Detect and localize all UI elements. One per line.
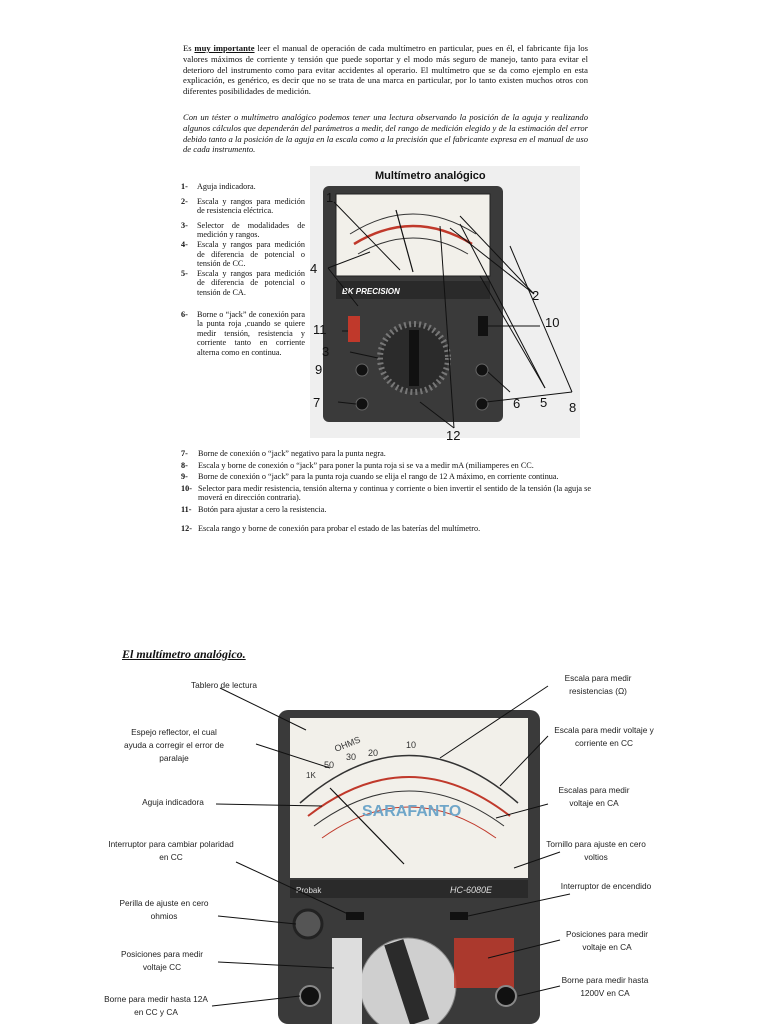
item-text: Escala y rangos para medición de diferencia de potencial o tensión de CC. — [197, 239, 305, 269]
scale-1k: 1K — [306, 771, 316, 780]
scale-30: 30 — [346, 752, 357, 762]
item-text: Borne de conexión o “jack” para la punta roja cuando se elija el rango de 12 A máximo, en corriente continua. — [198, 472, 559, 482]
callout-4: 4 — [310, 261, 318, 276]
item-number: 4- — [181, 239, 188, 249]
scale-10: 10 — [406, 740, 417, 750]
label-resistencias: Escala para medir resistencias (Ω) — [564, 673, 632, 696]
item-number: 7- — [181, 449, 188, 458]
item-number: 9- — [181, 472, 188, 482]
label-encendido: Interruptor de encendido — [560, 881, 652, 891]
list-item — [181, 461, 591, 471]
item-text: Escala y rangos para medición de resistencia eléctrica. — [197, 196, 305, 216]
zero-ohm-knob — [294, 910, 322, 938]
multimeter-figure-1 — [310, 166, 580, 443]
list-item — [181, 310, 305, 358]
figure-title: Multímetro analógico — [375, 170, 486, 182]
label-pos-ca: Posiciones para medir voltaje en CA — [565, 929, 649, 952]
jack-8 — [476, 398, 488, 410]
label-interruptor-cc: Interruptor para cambiar polaridad en CC — [108, 839, 234, 862]
item-number: 10- — [181, 483, 192, 493]
ac-range-panel — [454, 938, 514, 988]
polarity-switch — [346, 912, 364, 920]
intro-paragraph — [183, 43, 588, 97]
brand-strip — [290, 880, 528, 898]
item-number: 12- — [181, 523, 192, 533]
item-number: 6- — [181, 309, 188, 319]
brand-text: BK PRECISION — [342, 287, 400, 296]
callout-8: 8 — [569, 400, 577, 415]
jack-1200v — [496, 986, 516, 1006]
label-tablero: Tablero de lectura — [191, 680, 257, 690]
item-text: Selector de modalidades de medición y rangos. — [197, 220, 305, 240]
list-item — [181, 240, 305, 269]
jack-6 — [476, 364, 488, 376]
list-item — [181, 182, 305, 192]
zero-button — [348, 316, 360, 342]
scale-50: 50 — [324, 760, 335, 770]
list-item — [181, 221, 305, 240]
callout-3: 3 — [322, 344, 330, 359]
label-aguja: Aguja indicadora — [142, 797, 204, 807]
item-text: Escala y rangos para medición de diferencia de potencial o tensión de CA. — [197, 268, 305, 297]
intro-before: Es — [183, 43, 195, 53]
intro-after: leer el manual de operación de cada multímetro en particular, pues en él, el fabricante fija los valores máximos de corriente y tensión que puede soportar y el modo más seguro de manejo, tanto para evitar el deterioro del instrumento como para evitar accidentes al operario. El multímetro que se da como ejemplo en esta explicación, es genérico, es decir que no se trata de una marca en particular, por lo tanto existen muchos otros con diferentes posibilidades de medición. — [183, 43, 588, 97]
item-text: Escala y borne de conexión o “jack” para poner la punta roja si se va a medir mA (miliamperes en CC. — [198, 460, 534, 470]
callout-10: 10 — [545, 315, 560, 330]
callout-7: 7 — [313, 395, 321, 410]
list-item — [181, 505, 591, 515]
scale-ohms-label: OHMS — [333, 734, 362, 754]
callout-6: 6 — [513, 396, 521, 411]
multimeter-figure-2 — [100, 668, 700, 1024]
callout-5: 5 — [540, 395, 548, 410]
jack-12a — [300, 986, 320, 1006]
brand-watermark: SARAFANTO — [362, 803, 462, 820]
item-number: 5- — [181, 268, 188, 278]
label-voltaje-ca: Escalas para medir voltaje en CA — [558, 785, 630, 808]
item-number: 3- — [181, 220, 188, 230]
item-number: 8- — [181, 460, 188, 470]
intro-emphasis: muy importante — [194, 43, 255, 53]
polarity-switch — [478, 316, 488, 336]
callout-11: 11 — [313, 322, 327, 337]
item-text: Borne de conexión o “jack” negativo para la punta negra. — [198, 449, 386, 458]
item-number: 1- — [181, 182, 188, 191]
item-text: Selector para medir resistencia, tensión alterna y continua y corriente o bien invertir el sentido de la tensión (la aguja se moverá en dirección contraria). — [198, 483, 591, 503]
list-item — [181, 269, 305, 298]
list-item — [181, 484, 591, 503]
model-label: HC-6080E — [450, 885, 493, 895]
scale-20: 20 — [368, 748, 379, 758]
list-item — [181, 472, 591, 482]
item-text: Escala rango y borne de conexión para probar el estado de las baterías del multímetro. — [198, 523, 481, 533]
maker-label: Probak — [296, 886, 322, 895]
callout-9: 9 — [315, 362, 323, 377]
list-item — [181, 197, 305, 216]
label-tornillo: Tornillo para ajuste en cero voltios — [546, 839, 646, 862]
item-text: Aguja indicadora. — [197, 182, 256, 191]
callout-1: 1 — [326, 190, 334, 205]
jack-9 — [356, 364, 368, 376]
callout-12: 12 — [446, 428, 461, 443]
label-perilla: Perilla de ajuste en cero ohmios — [119, 898, 209, 921]
parts-list-top — [181, 182, 305, 363]
jack-7 — [356, 398, 368, 410]
label-voltaje-cc: Escala para medir voltaje y corriente en CC — [554, 725, 654, 748]
figure-2-title: El multímetro analógico. — [122, 647, 246, 661]
dc-range-labels — [332, 938, 362, 1024]
callout-2: 2 — [532, 288, 540, 303]
item-number: 2- — [181, 196, 188, 206]
parts-list-bottom — [181, 449, 591, 535]
item-text: Botón para ajustar a cero la resistencia. — [198, 504, 327, 514]
power-switch — [450, 912, 468, 920]
label-espejo: Espejo reflector, el cual ayuda a corregir el error de paralaje — [123, 727, 225, 763]
label-pos-cc: Posiciones para medir voltaje CC — [120, 949, 204, 972]
item-text: Borne o “jack” de conexión para la punta roja ,cuando se quiere medir tensión, resistencia y corriente tanto en corriente alterna como en continua. — [197, 309, 305, 357]
list-item — [181, 449, 591, 459]
label-borne-12a: Borne para medir hasta 12A en CC y CA — [104, 994, 208, 1017]
item-number: 11- — [181, 504, 192, 514]
meter-face — [336, 194, 490, 276]
label-borne-1200: Borne para medir hasta 1200V en CA — [561, 975, 649, 998]
list-item — [181, 524, 591, 534]
analog-tester-paragraph: Con un téster o multímetro analógico podemos tener una lectura observando la posición de la aguja y realizando algunos cálculos que dependerán del parámetros a medir, del rango de medición elegido y de la estimación del error debido tanto a la posición de la aguja en la escala como a la precisión que el fabricante expresa en el manual de uso de cada instrumento. — [183, 112, 588, 155]
selector-knob — [409, 330, 419, 386]
